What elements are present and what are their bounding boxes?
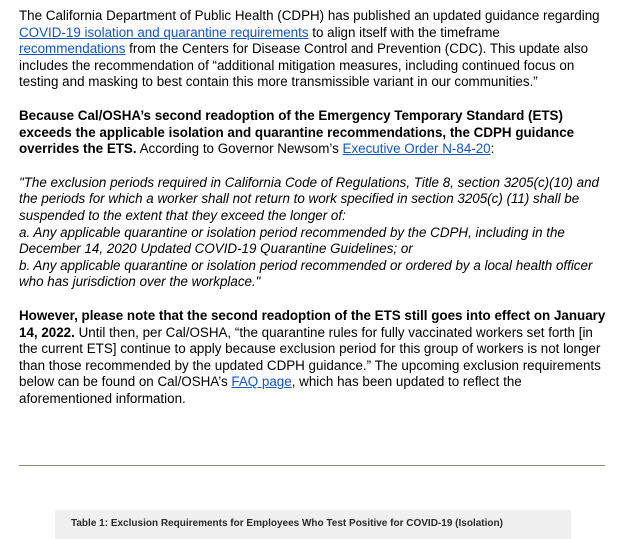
paragraph-ets-override xyxy=(19,108,609,158)
document-body xyxy=(19,8,609,424)
quote-item-b: b. Any applicable quarantine or isolation period recommended or ordered by a local health officer who has jurisdiction over the workplace." xyxy=(19,257,593,290)
paragraph-text: The California Department of Public Health (CDPH) has published an updated guidance regarding xyxy=(19,8,600,23)
link-cdc-recommendations[interactable]: recommendations xyxy=(19,41,126,57)
paragraph-text: : xyxy=(490,141,495,157)
paragraph-text: to align itself with the timeframe xyxy=(308,24,500,40)
paragraph-text: Until then, per Cal/OSHA, “the quarantine rules for fully vaccinated workers set forth [in the current ETS] continue to apply because exclusion period for this group of workers is not longer than those recommended by the updated CDPH guidance.” The upcoming exclusion requirements below can be found on Cal/OSHA’s xyxy=(19,324,601,390)
paragraph-bold-text: Because Cal/OSHA’s second readoption of the Emergency Temporary Standard (ETS) exceeds the applicable isolation and quarantine recommendations, the CDPH guidance overrides the ETS. xyxy=(19,107,575,157)
paragraph-text: from the Centers for Disease Control and Prevention (CDC). This update also includes the recommendation of “additional mitigation measures, including continued focus on testing and masking to best contain this more transmissible variant in our communities.” xyxy=(19,41,589,90)
executive-order-quote xyxy=(19,175,609,291)
link-faq-page[interactable]: FAQ page xyxy=(231,374,292,390)
quote-item-a: a. Any applicable quarantine or isolation period recommended by the CDPH, including in the December 14, 2020 Updated COVID-19 Quarantine Guidelines; or xyxy=(19,224,565,257)
quote-intro: "The exclusion periods required in California Code of Regulations, Title 8, section 3205(c)(10) and the periods for which a worker shall not return to work specified in section 3205(c) (11) shall be suspended to the extent that they exceed the longer of: xyxy=(19,174,600,223)
paragraph-bold-text: However, please note that the second readoption of the ETS still goes into effect on January 14, 2022. xyxy=(19,307,606,340)
link-executive-order[interactable]: Executive Order N-84-20 xyxy=(342,141,491,157)
paragraph-text: According to Governor Newsom’s xyxy=(136,141,343,157)
paragraph-cdph-guidance xyxy=(19,8,609,91)
table-header-strip xyxy=(55,510,571,539)
link-isolation-quarantine-requirements[interactable]: COVID-19 isolation and quarantine requirements xyxy=(19,24,309,40)
table-caption: Table 1: Exclusion Requirements for Employees Who Test Positive for COVID-19 (Isolation) xyxy=(71,518,503,529)
paragraph-readoption-note xyxy=(19,308,609,408)
section-divider xyxy=(19,465,605,466)
paragraph-text: , which has been updated to reflect the aforementioned information. xyxy=(19,374,522,406)
